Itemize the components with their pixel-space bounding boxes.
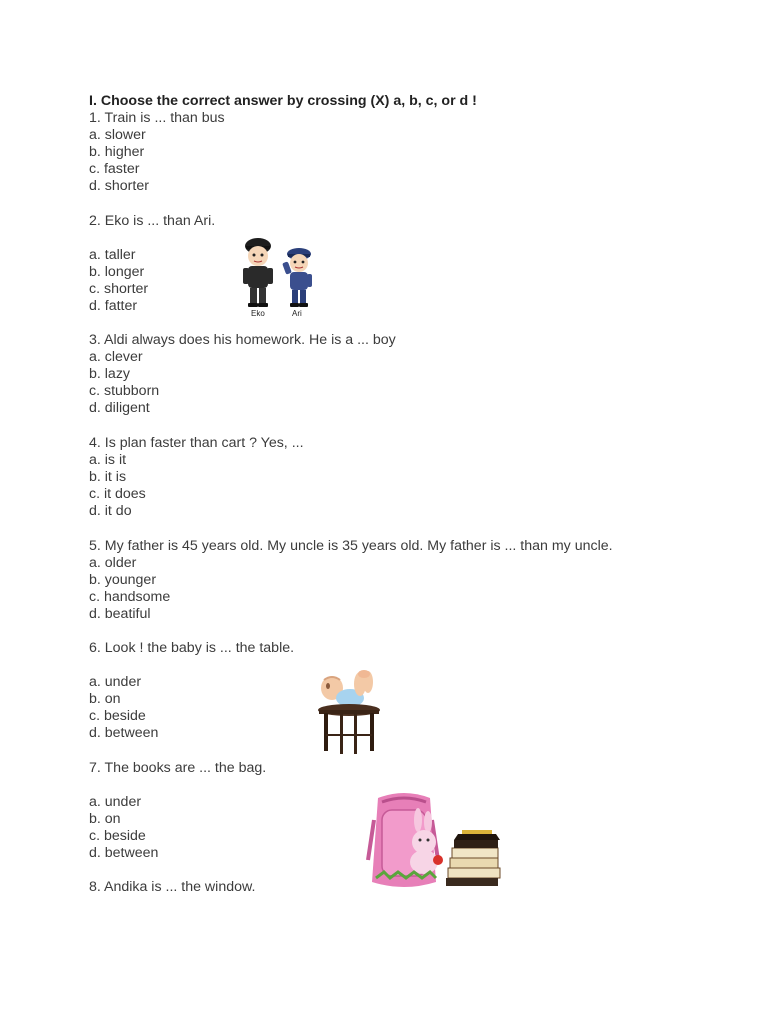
option-4d: d. it do — [89, 503, 132, 519]
option-4c: c. it does — [89, 486, 146, 502]
option-5b: b. younger — [89, 572, 157, 588]
option-3b: b. lazy — [89, 366, 131, 382]
police-officers-icon — [240, 236, 320, 318]
bag-and-books-icon — [364, 790, 504, 894]
option-2c: c. shorter — [89, 281, 149, 297]
caption-ari: Ari — [292, 309, 302, 318]
question-5: 5. My father is 45 years old. My uncle is 35 years old. My father is ... than my uncle. — [89, 538, 613, 554]
option-5d: d. beatiful — [89, 606, 151, 622]
eko-figure — [243, 238, 273, 307]
option-7c: c. beside — [89, 828, 146, 844]
question-4: 4. Is plan faster than cart ? Yes, ... — [89, 435, 304, 451]
option-3d: d. diligent — [89, 400, 150, 416]
option-4a: a. is it — [89, 452, 127, 468]
option-1c: c. faster — [89, 161, 140, 177]
option-3a: a. clever — [89, 349, 143, 365]
option-5c: c. handsome — [89, 589, 171, 605]
ari-figure — [282, 248, 312, 307]
option-6c: c. beside — [89, 708, 146, 724]
option-6a: a. under — [89, 674, 142, 690]
option-7d: d. between — [89, 845, 159, 861]
question-7: 7. The books are ... the bag. — [89, 760, 267, 776]
option-3c: c. stubborn — [89, 383, 160, 399]
option-1d: d. shorter — [89, 178, 149, 194]
option-4b: b. it is — [89, 469, 127, 485]
baby-on-table-icon — [316, 668, 382, 756]
option-2b: b. longer — [89, 264, 145, 280]
option-6b: b. on — [89, 691, 121, 707]
option-7a: a. under — [89, 794, 142, 810]
option-1b: b. higher — [89, 144, 145, 160]
question-8: 8. Andika is ... the window. — [89, 879, 256, 895]
question-2: 2. Eko is ... than Ari. — [89, 213, 216, 229]
instruction-heading: I. Choose the correct answer by crossing (X) a, b, c, or d ! — [89, 93, 477, 109]
question-6: 6. Look ! the baby is ... the table. — [89, 640, 295, 656]
question-1: 1. Train is ... than bus — [89, 110, 225, 126]
option-6d: d. between — [89, 725, 159, 741]
option-2d: d. fatter — [89, 298, 138, 314]
caption-eko: Eko — [251, 309, 265, 318]
option-2a: a. taller — [89, 247, 136, 263]
option-7b: b. on — [89, 811, 121, 827]
option-5a: a. older — [89, 555, 137, 571]
question-3: 3. Aldi always does his homework. He is a ... boy — [89, 332, 396, 348]
option-1a: a. slower — [89, 127, 146, 143]
